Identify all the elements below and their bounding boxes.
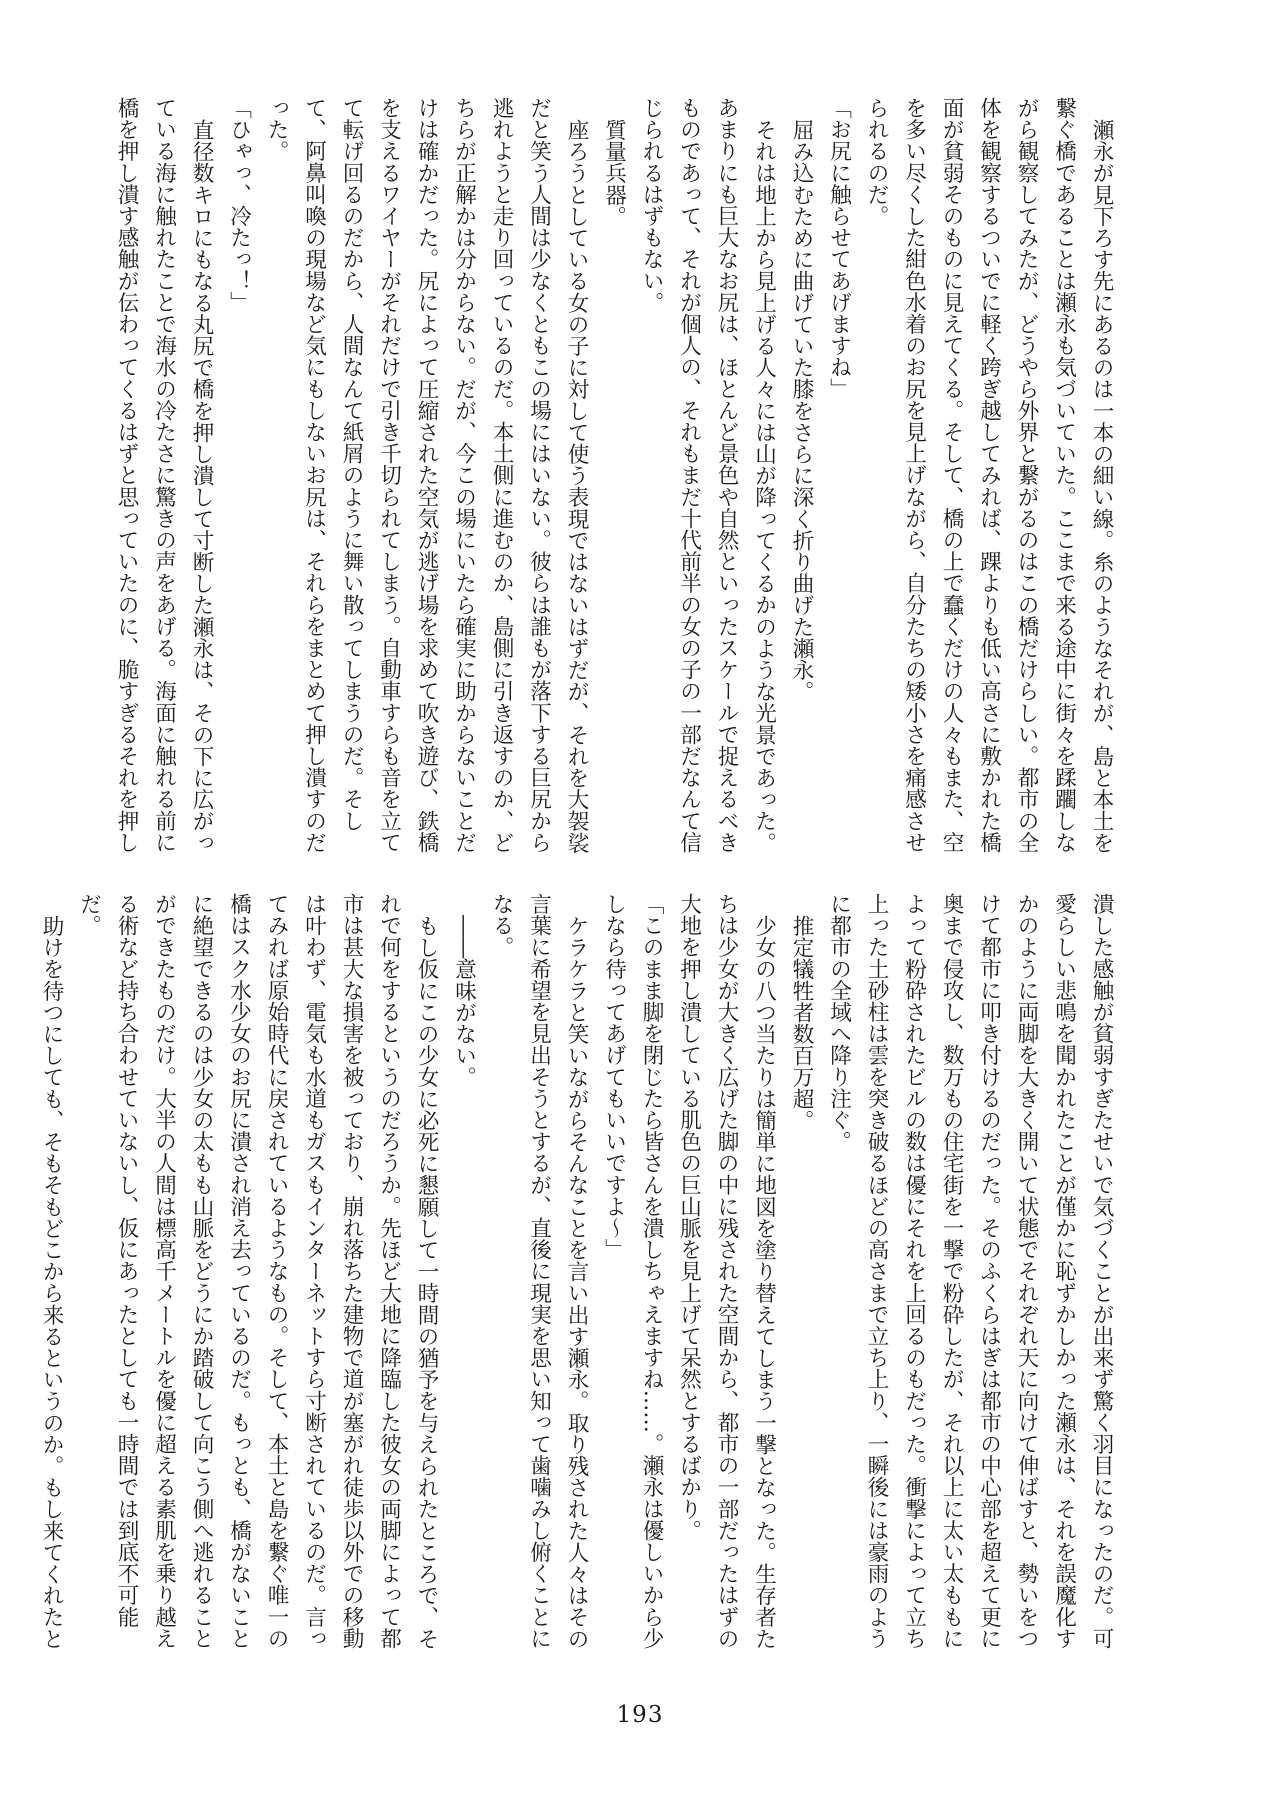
paragraph: 瀬永が見下ろす先にあるのは一本の細い線。糸のようなそれが、島と本土を繋ぐ橋であることは瀬永も気づいていた。ここまで来る途中に街々を蹂躙しながら観察してみたが、どうやら外界と繋がるのはこの橋だけらしい。都市の全体を観察するついでに軽く跨ぎ越してみれば、踝よりも低い高さに敷かれた橋面が貧弱そのものに見えてくる。そして、橋の上で蠢くだけの人々もまた、空を多い尽くした紺色水着のお尻を見上げながら、自分たちの矮小さを痛感させられるのだ。	[864, 97, 1114, 853]
paragraph: もし仮にこの少女に必死に懇願して一時間の猶予を与えられたところで、それで何をするというのだろうか。先ほど大地に降臨した彼女の両脚によって都市は甚大な損害を被っており、崩れ落ちた建物で道が塞がれ徒歩以外での移動は叶わず、電気も水道もガスもインターネットすら寸断されているのだ。言ってみれば原始時代に戻されているようなもの。そして、本土と島を繋ぐ唯一の橋はスク水少女のお尻に潰され消え去っているのだ。もっとも、橋がないことに絶望できるのは少女の太もも山脈をどうにか踏破して向こう側へ逃れることができたものだけ。大半の人間は標高千メートルを優に超える素肌を乗り越える術など持ち合わせていないし、仮にあったとしても一時間では到底不可能だ。	[76, 893, 439, 1649]
paragraph: それは地上から見上げる人々には山が降ってくるかのような光景であった。あまりにも巨大なお尻は、ほとんど景色や自然といったスケールで捉えるべきものであって、それが個人の、それもまだ十代前半の女の子の一部だなんて信じられるはずもない。	[639, 97, 777, 853]
page-number: 193	[616, 1702, 664, 1728]
text-block-top	[114, 97, 1120, 857]
paragraph: ケラケラと笑いながらそんなことを言い出す瀬永。取り残された人々はその言葉に希望を見出そうとするが、直後に現実を思い知って歯噛みし俯くことになる。	[489, 893, 589, 1649]
paragraph: 直径数キロにもなる丸尻で橋を押し潰して寸断した瀬永は、その下に広がっている海に触れたことで海水の冷たさに驚きの声をあげる。海面に触れる前に橋を押し潰す感触が伝わってくるはずと思っていたのに、脆すぎるそれを押し	[114, 97, 214, 853]
paragraph: ――意味がない。	[451, 914, 477, 1088]
dialogue-line: 「ひゃっ、冷たっ！」	[226, 97, 252, 313]
dialogue-line: 「お尻に触らせてあげますね」	[826, 97, 852, 400]
paragraph: 推定犠牲者数百万超。	[789, 914, 814, 1131]
paragraph: 屈み込むために曲げていた膝をさらに深く折り曲げた瀬永。	[789, 118, 814, 702]
paragraph: 助けを待つにしても、そもそもどこから来るというのか。もし来てくれたと	[39, 914, 64, 1649]
paragraph-continued: 潰した感触が貧弱すぎたせいで気づくことが出来ず驚く羽目になったのだ。可愛らしい悲鳴を聞かれたことが僅かに恥ずかしかった瀬永は、それを誤魔化すかのように両脚を大きく開いて状態でそれぞれ天に向けて伸ばすと、勢いをつけて都市に叩き付けるのだった。そのふくらはぎは都市の中心部を超えて更に奥まで侵攻し、数万もの住宅街を一撃で粉砕したが、それ以上に太い太ももによって粉砕されたビルの数は優にそれを上回るのもだった。衝撃によって立ち上った土砂柱は雲を突き破るほどの高さまで立ち上り、一瞬後には豪雨のように都市の全域へ降り注ぐ。	[826, 893, 1114, 1649]
text-block-bottom	[39, 893, 1120, 1657]
dialogue-line: 「このまま脚を閉じたら皆さんを潰しちゃえますね……。瀬永は優しいから少しなら待ってあげてもいいですよ～」	[601, 893, 664, 1649]
paragraph: 質量兵器。	[601, 118, 627, 227]
paragraph: 座ろうとしている女の子に対して使う表現ではないはずだが、それを大袈裟だと笑う人間は少なくともこの場にはいない。彼らは誰もが落下する巨尻から逃れようと走り回っているのだ。本土側に進むのか、島側に引き返すのか、どちらが正解かは分からない。だが、今この場にいたら確実に助からないことだけは確かだった。尻によって圧縮された空気が逃げ場を求めて吹き遊び、鉄橋を支えるワイヤーがそれだけで引き千切られてしまう。自動車すらも音を立てて転げ回るのだから、人間なんて紙屑のように舞い散ってしまうのだ。そして、阿鼻叫喚の現場など気にもしないお尻は、それらをまとめて押し潰すのだった。	[264, 97, 589, 853]
paragraph: 少女の八つ当たりは簡単に地図を塗り替えてしまう一撃となった。生存者たちは少女が大きく広げた脚の中に残された空間から、都市の一部だったはずの大地を押し潰している肌色の巨山脈を見上げて呆然とするばかり。	[676, 893, 777, 1649]
